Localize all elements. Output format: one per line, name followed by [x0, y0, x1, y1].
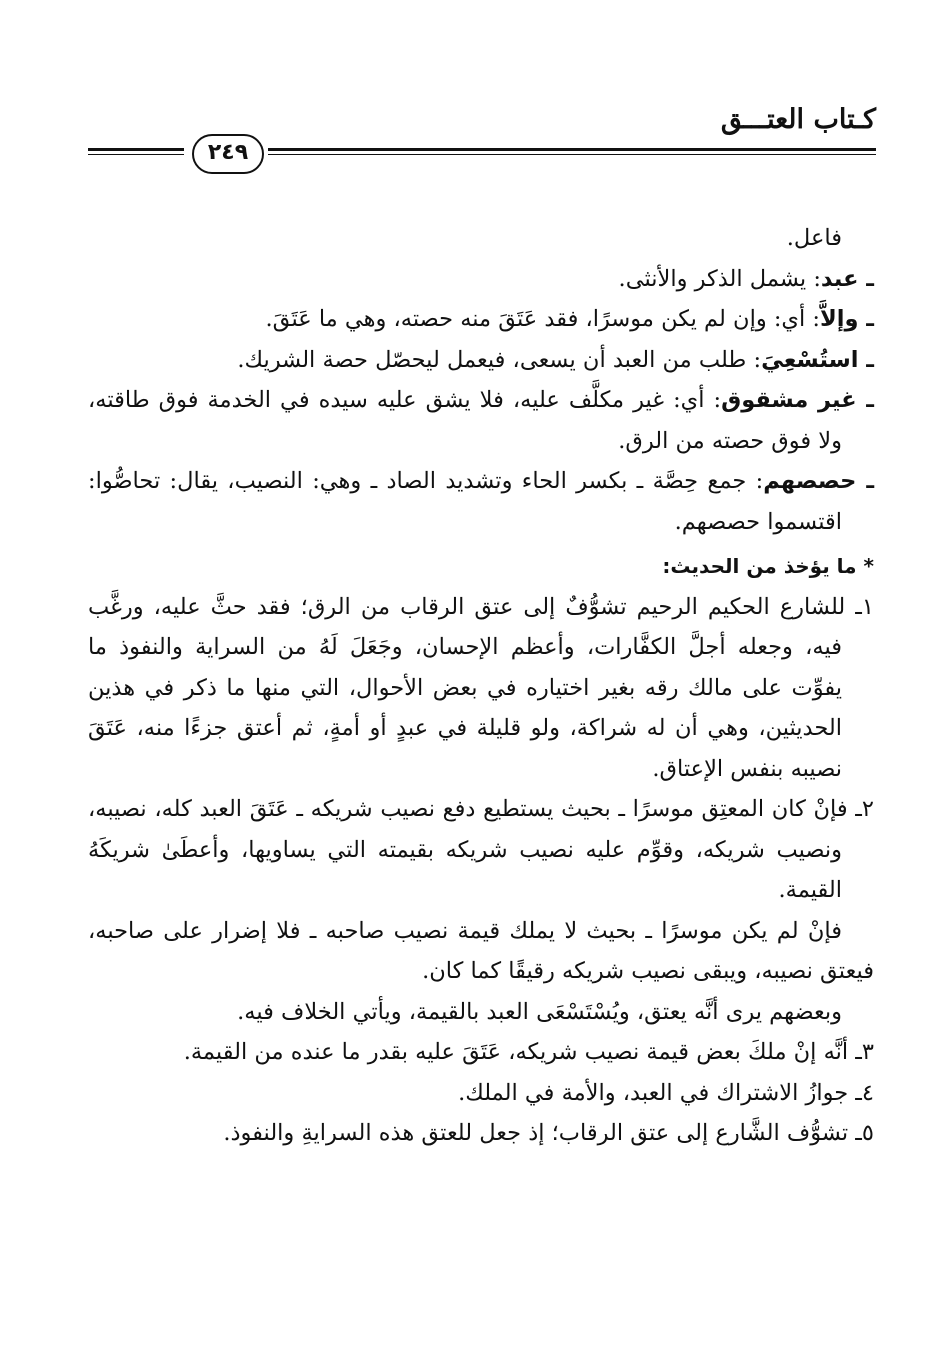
- page-header: [88, 96, 876, 166]
- book-title: كـتاب العتـــق: [720, 104, 876, 135]
- definition-text: : طلب من العبد أن يسعى، فيعمل ليحصّل حصة الشريك.: [237, 346, 762, 373]
- numbered-point: ١ـ للشارع الحكيم الرحيم تشوُّفٌ إلى عتق الرقاب من الرق؛ فقد حثَّ عليه، ورغَّب فيه، وجعله أجلَّ الكفَّارات، وأعظم الإحسان، وجَعَلَ لَهُ من السراية والنفوذ ما يفوِّت على مالك رقه بغير اختياره في بعض الأحوال، التي منها ما ذكر في هذين الحديثين، وهي أن له شراكة، ولو قليلة في عبدٍ أو أمةٍ، ثم أعتق جزءًا منه، عَتَقَ نصيبه بنفس الإعتاق.: [88, 593, 874, 782]
- definition-text: : أي: وإن لم يكن موسرًا، فقد عَتَقَ منه حصته، وهي ما عَتَقَ.: [265, 306, 821, 332]
- definition-text: : أي: غير مكلَّف عليه، فلا يشق عليه سيده في الخدمة فوق طاقته، ولا فوق حصته من الرق.: [88, 387, 842, 454]
- page-number: ٢٤٩: [192, 134, 264, 174]
- text-line: فاعل.: [786, 225, 842, 251]
- paragraph: فإنْ لم يكن موسرًا ـ بحيث لا يملك قيمة نصيب صاحبه ـ فلا إضرار على صاحبه، فيعتق نصيبه، ويبقى نصيب شريكه رقيقًا كما كان.: [88, 917, 874, 984]
- definition-term: ـ استُسْعِيَ: [761, 346, 874, 373]
- numbered-point: ٥ـ تشوُّف الشَّارع إلى عتق الرقاب؛ إذ جعل للعتق هذه السرايةِ والنفوذ.: [223, 1120, 874, 1146]
- definition-term: ـ غير مشقوق: [721, 387, 874, 413]
- header-rule: [268, 148, 876, 151]
- definition-item: [88, 461, 874, 542]
- page-body: [88, 218, 874, 1154]
- definition-item: [88, 299, 874, 340]
- definition-term: ـ وإلاَّ: [820, 306, 874, 332]
- definition-term: ـ حصصهم: [763, 468, 875, 494]
- paragraph: وبعضهم يرى أنَّه يعتق، ويُسْتَسْعَى العبد بالقيمة، ويأتي الخلاف فيه.: [237, 998, 842, 1025]
- numbered-point: ٣ـ أنَّه إنْ ملكَ بعض قيمة نصيب شريكه، عَتَقَ عليه بقدر ما عنده من القيمة.: [183, 1039, 874, 1065]
- definition-item: [88, 259, 874, 300]
- definition-text: : جمع حِصَّة ـ بكسر الحاء وتشديد الصاد ـ وهي: النصيب، يقال: تحاصُّوا: اقتسموا حصصهم.: [88, 468, 842, 535]
- header-rule-left: [88, 148, 184, 151]
- numbered-point: ٢ـ فإنْ كان المعتِق موسرًا ـ بحيث يستطيع دفع نصيب شريكه ـ عَتَقَ العبد كله، نصيبه، ونصيب شريكه، وقوِّم عليه نصيب شريكه بقيمته التي يساويها، وأعطَىٰ شريكَهُ القيمة.: [88, 796, 874, 903]
- section-heading: * ما يؤخذ من الحديث:: [662, 554, 874, 578]
- definition-item: [88, 380, 874, 461]
- header-rule-left-thin: [88, 154, 184, 155]
- definition-text: : يشمل الذكر والأنثى.: [618, 265, 821, 292]
- header-rule-thin: [268, 154, 876, 155]
- numbered-point: ٤ـ جوازُ الاشتراك في العبد، والأمة في الملك.: [458, 1079, 874, 1106]
- definition-item: [88, 340, 874, 381]
- definition-term: ـ عبد: [820, 265, 874, 292]
